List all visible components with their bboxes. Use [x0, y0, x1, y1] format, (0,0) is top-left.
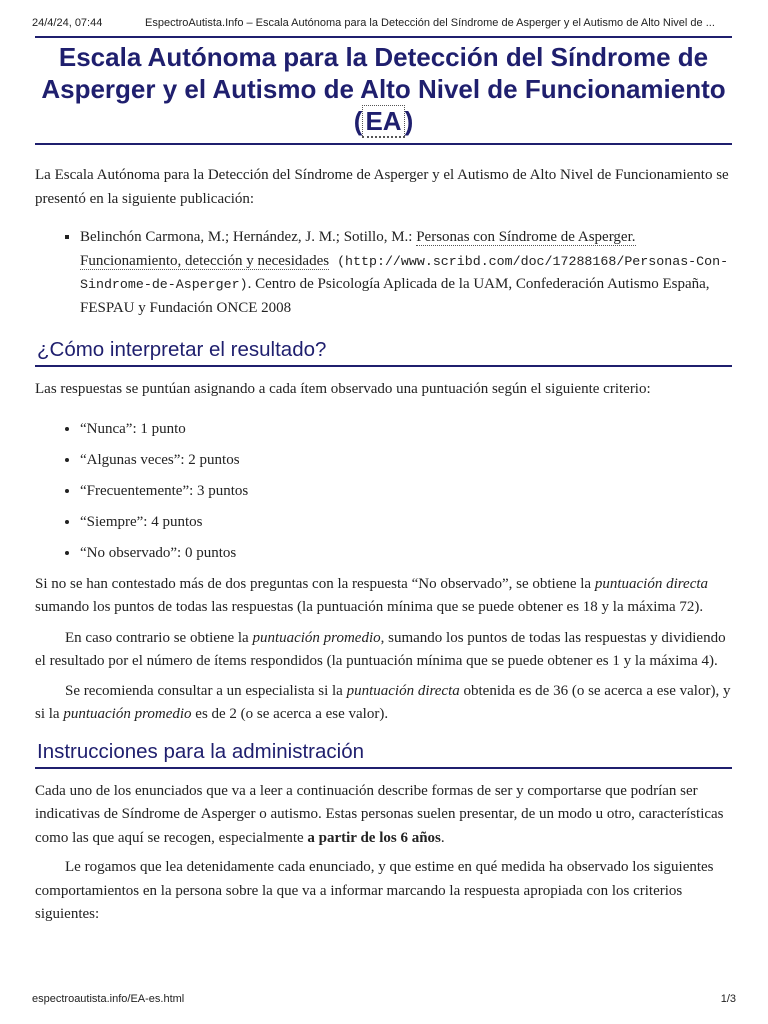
average-score-paragraph: En caso contrario se obtiene la puntuación promedio, sumando los puntos de todas las respuestas y dividiendo el resultado por el número de ítems respondidos (la puntuación mínima que se puede obtener es 1 y la máxima 4). [35, 629, 726, 669]
admin-intro-paragraph: Cada uno de los enunciados que va a leer a continuación describe formas de ser y comportarse que podrían ser indicativas de Síndrome de Asperger o autismo. Estas personas suelen presentar, de un modo u otro, características como las que aquí se recogen, especialmente a partir de los 6 años. [35, 782, 724, 846]
page-number: 1/3 [720, 993, 736, 1005]
section-heading-admin: Instrucciones para la administración [35, 739, 732, 769]
print-footer [32, 993, 736, 1005]
print-title: EspectroAutista.Info – Escala Autónoma para la Detección del Síndrome de Asperger y el Autismo de Alto Nivel de ... [145, 17, 715, 29]
section-heading-interpret: ¿Cómo interpretar el resultado? [35, 337, 732, 367]
criteria-item: • “No observado”: 0 puntos [80, 542, 732, 566]
print-url: espectroautista.info/EA-es.html [32, 993, 185, 1005]
reference-list [35, 226, 732, 320]
intro-paragraph: La Escala Autónoma para la Detección del Síndrome de Asperger y el Autismo de Alto Nivel de Funcionamiento se presentó en la siguiente publicación: [35, 167, 729, 207]
ea-abbreviation[interactable]: EA [362, 105, 404, 138]
direct-score-paragraph: Si no se han contestado más de dos preguntas con la respuesta “No observado”, se obtiene la puntuación directa sumando los puntos de todas las respuestas (la puntuación mínima que se puede obtener es 18 y la máxima 72). [35, 575, 709, 615]
criteria-lead: Las respuestas se puntúan asignando a cada ítem observado una puntuación según el siguiente criterio: [35, 381, 651, 397]
print-date: 24/4/24, 07:44 [32, 17, 103, 29]
reference-url: (http://www.scribd.com/doc/17288168/Personas-Con-Sindrome-de-Asperger) [80, 253, 729, 292]
reference-title-link[interactable]: Personas con Síndrome de Asperger. Funcionamiento, detección y necesidades [80, 229, 636, 269]
criteria-item: • “Algunas veces”: 2 puntos [80, 449, 732, 473]
recommendation-paragraph: Se recomienda consultar a un especialista si la puntuación directa obtenida es de 36 (o se acerca a ese valor), y si la puntuación promedio es de 2 (o se acerca a ese valor). [35, 682, 731, 722]
criteria-list [35, 418, 732, 566]
criteria-item: • “Nunca”: 1 punto [80, 418, 732, 442]
criteria-item: • “Siempre”: 4 puntos [80, 511, 732, 535]
article [35, 36, 732, 927]
print-header [32, 17, 736, 29]
page-title: Escala Autónoma para la Detección del Síndrome de Asperger y el Autismo de Alto Nivel de Funcionamiento ( EA ) [35, 36, 732, 145]
admin-instructions-paragraph: Le rogamos que lea detenidamente cada enunciado, y que estime en qué medida ha observado los siguientes comportamientos en la persona sobre la que va a informar marcando la respuesta apropiada con los criterios siguientes: [35, 859, 714, 922]
criteria-item: • “Frecuentemente”: 3 puntos [80, 480, 732, 504]
reference-item: ▪ Belinchón Carmona, M.; Hernández, J. M.; Sotillo, M.: Personas con Síndrome de Asperger. Funcionamiento, detección y necesidades (http://www.scribd.com/doc/17288168/Personas-Con-Sindrome-de-Asperger). Centro de Psicología Aplicada de la UAM, Confederación Autismo España, FESPAU y Fundación ONCE 2008 [80, 226, 732, 320]
